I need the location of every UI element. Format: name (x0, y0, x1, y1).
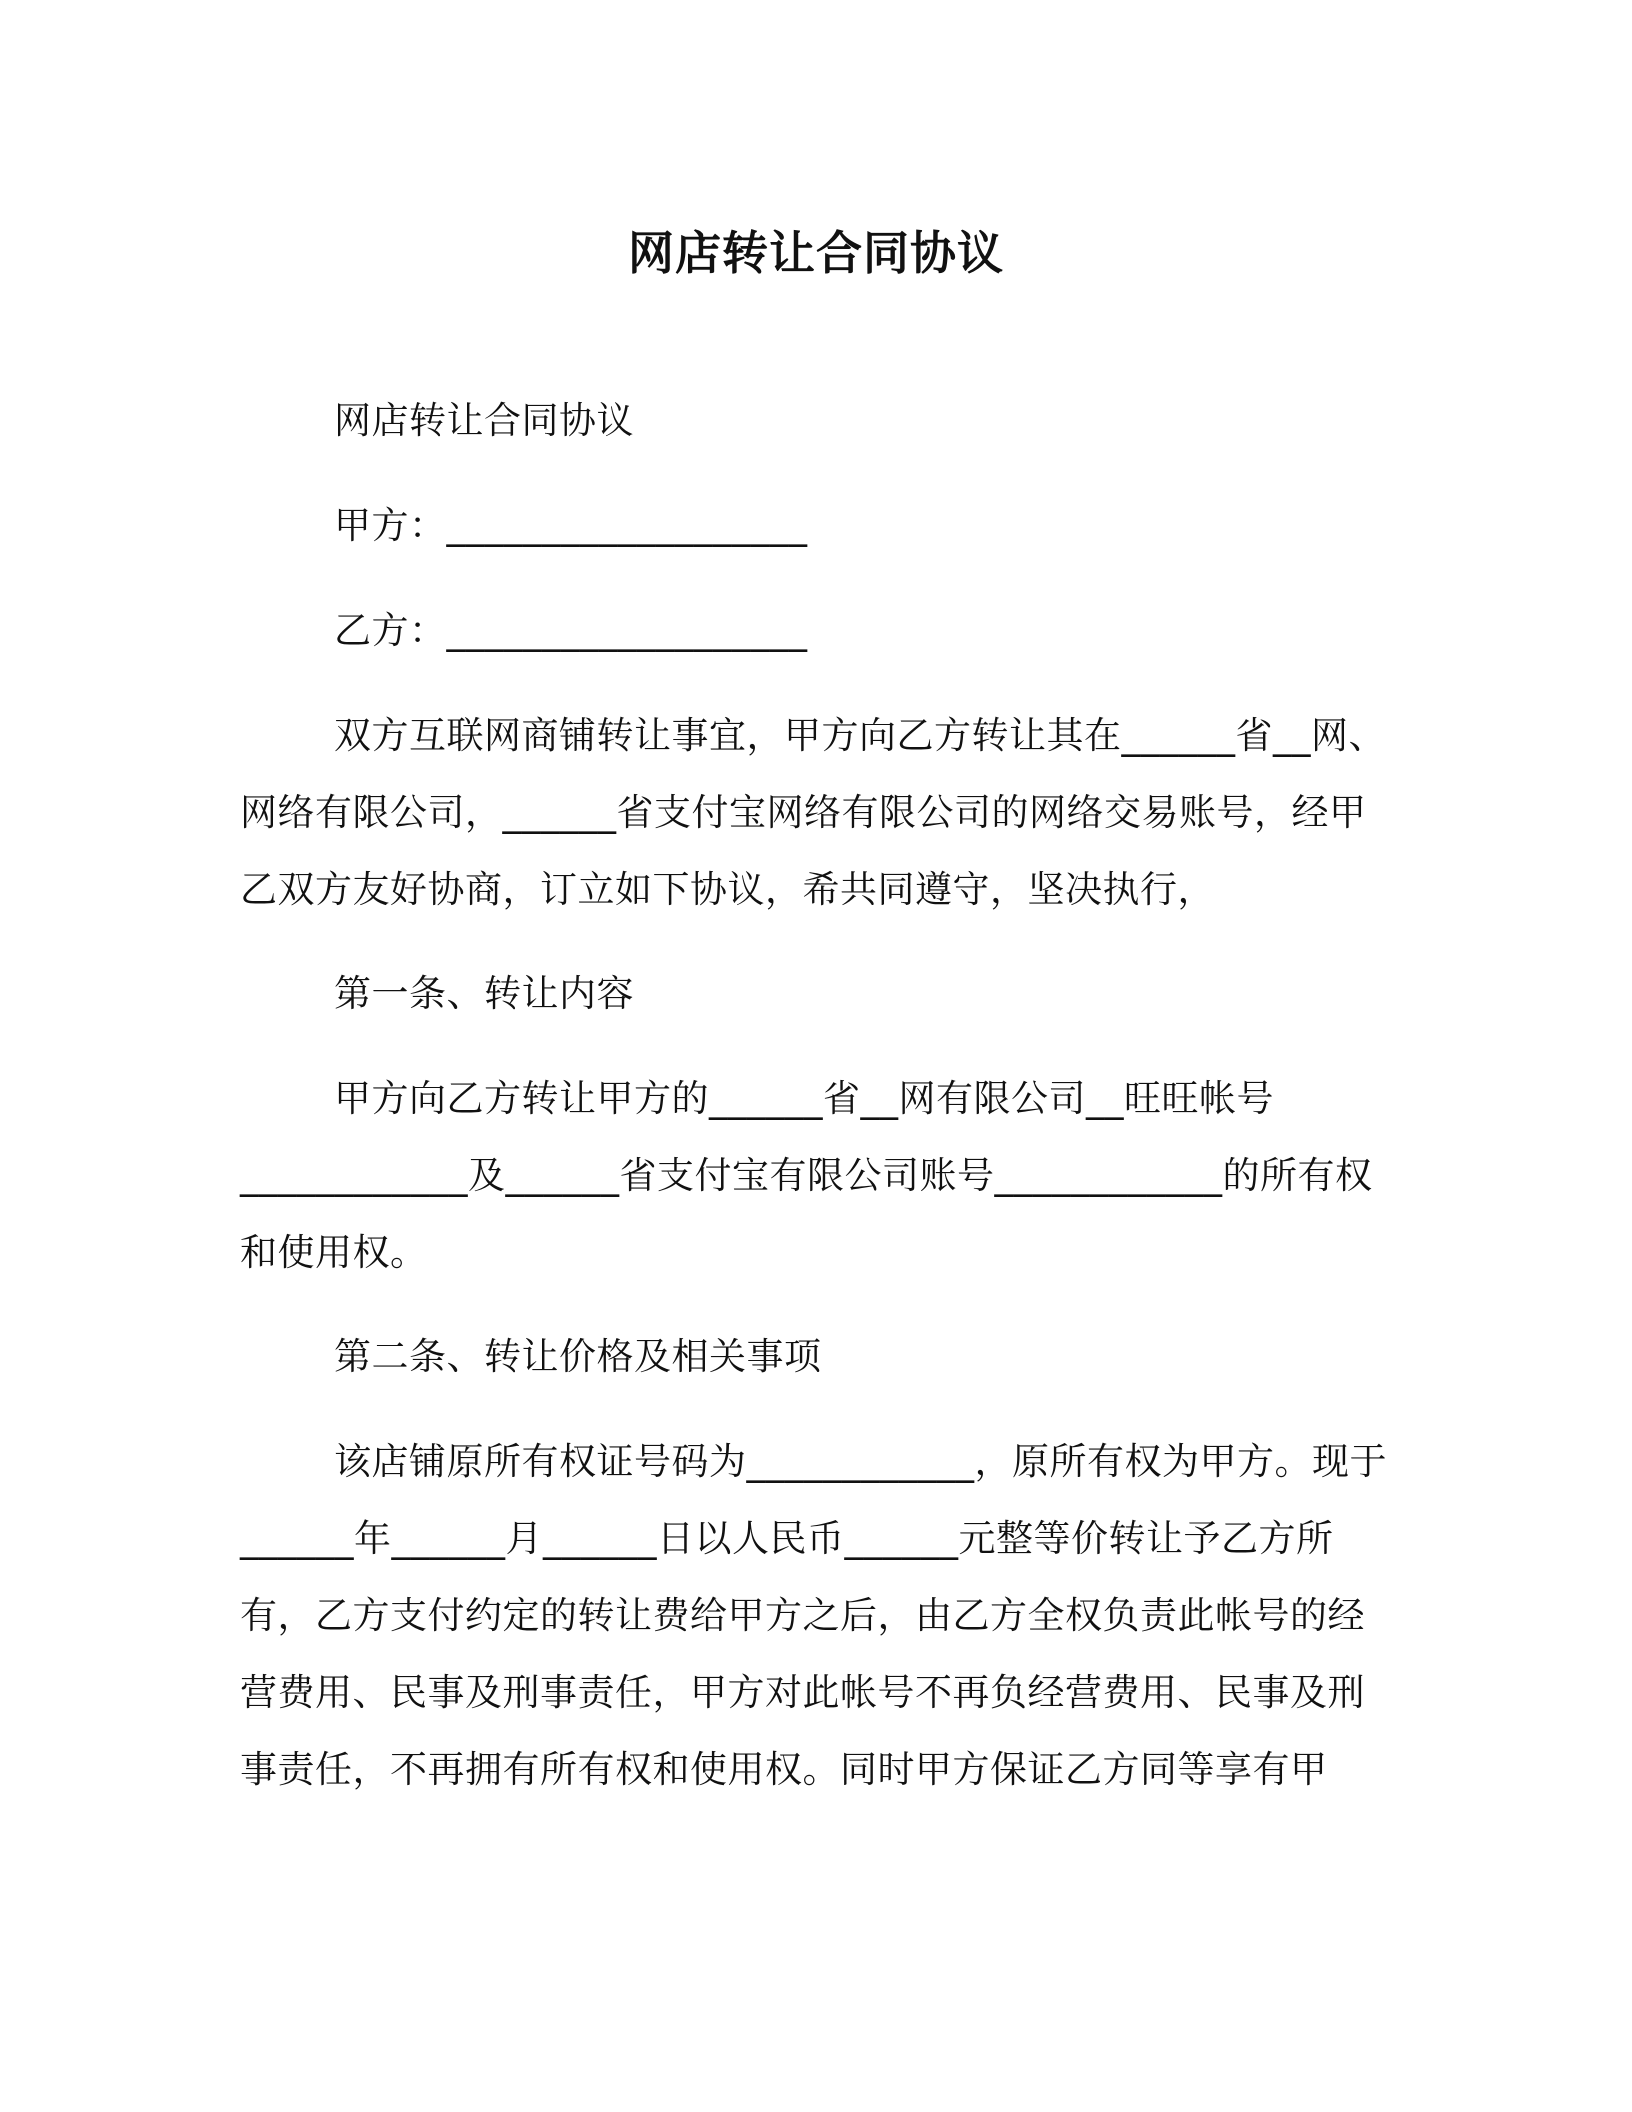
document-title: 网店转让合同协议 (628, 226, 1004, 280)
article1-paragraph: 甲方向乙方转让甲方的______省__网有限公司__旺旺帐号____________及______省支付宝有限公司账号____________的所有权和使用权。 (240, 1077, 1373, 1274)
article2-heading: 第二条、转让价格及相关事项 (334, 1335, 822, 1378)
party-b-line: 乙方：___________________ (334, 609, 808, 652)
article2-paragraph: 该店铺原所有权证号码为____________，原所有权为甲方。现于______年______月______日以人民币______元整等价转让予乙方所有，乙方支付约定的转让费给甲方之后，由乙方全权负责此帐号的经营费用、民事及刑事责任，甲方对此帐号不再负经营费用、民事及刑事责任，不再拥有所有权和使用权。同时甲方保证乙方同等享有甲 (240, 1440, 1387, 1791)
party-a-line: 甲方：___________________ (334, 504, 808, 547)
article1-heading: 第一条、转让内容 (334, 972, 634, 1015)
document-subtitle: 网店转让合同协议 (334, 399, 634, 442)
preamble-paragraph: 双方互联网商铺转让事宜，甲方向乙方转让其在______省__网、网络有限公司，______省支付宝网络有限公司的网络交易账号，经甲乙双方友好协商，订立如下协议，希共同遵守，坚决执行， (240, 714, 1386, 911)
